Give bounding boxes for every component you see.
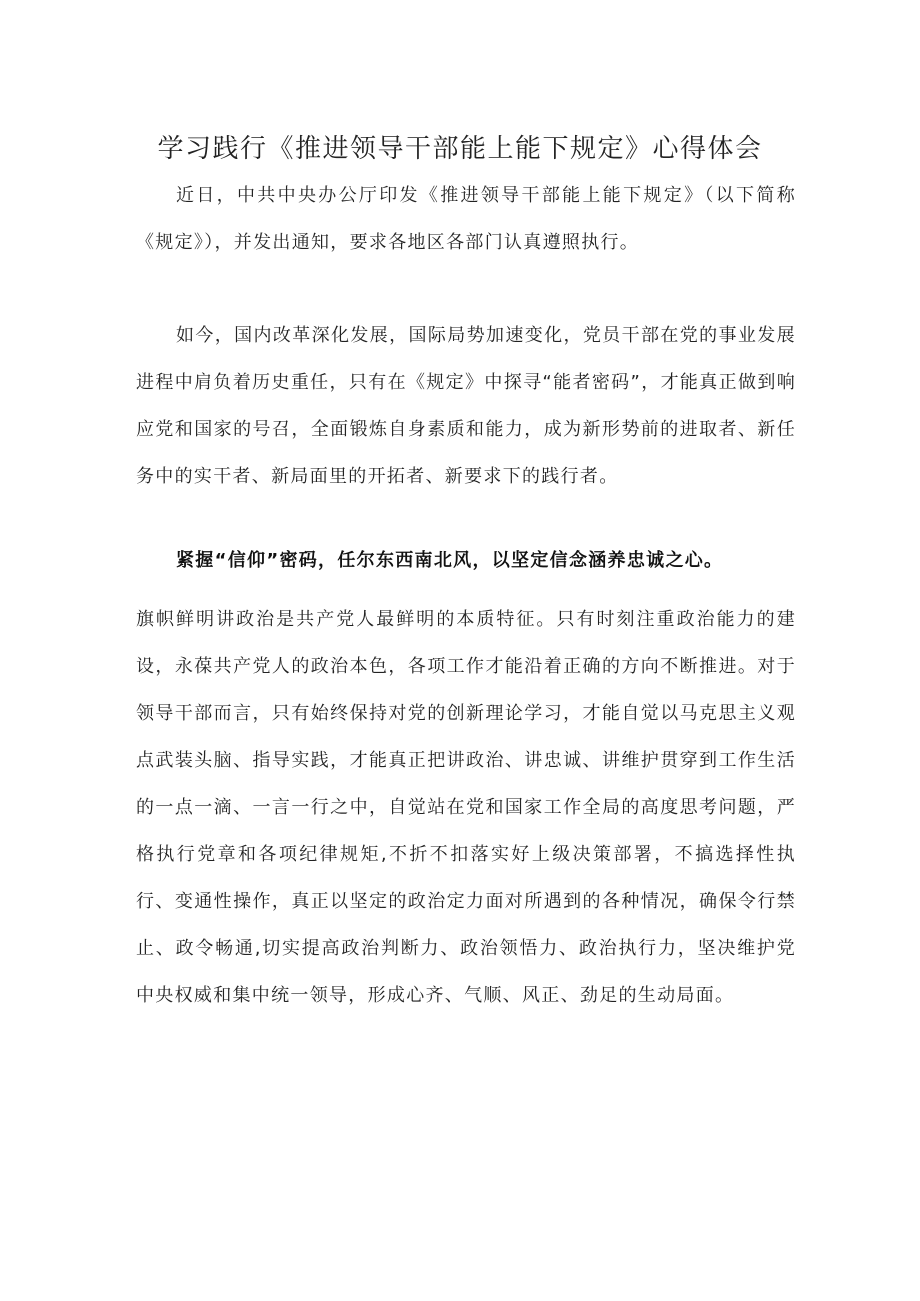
section-heading: 紧握“信仰”密码，任尔东西南北风，以坚定信念涵养忠诚之心。 — [176, 550, 724, 571]
paragraph-context: 如今，国内改革深化发展，国际局势加速变化，党员干部在党的事业发展进程中肩负着历史重任，只有在《规定》中探寻“能者密码”，才能真正做到响应党和国家的号召，全面锻炼自身素质和能力，成为新形势前的进取者、新任务中的实干者、新局面里的开拓者、新要求下的践行者。 — [136, 325, 796, 487]
paragraph-intro: 近日，中共中央办公厅印发《推进领导干部能上能下规定》（以下简称《规定》），并发出通知，要求各地区各部门认真遵照执行。 — [136, 185, 796, 253]
document-title: 学习践行《推进领导干部能上能下规定》心得体会 — [157, 134, 763, 164]
paragraph-section-body: 旗帜鲜明讲政治是共产党人最鲜明的本质特征。只有时刻注重政治能力的建设，永葆共产党人的政治本色，各项工作才能沿着正确的方向不断推进。对于领导干部而言，只有始终保持对党的创新理论学习，才能自觉以马克思主义观点武装头脑、指导实践，才能真正把讲政治、讲忠诚、讲维护贯穿到工作生活的一点一滴、一言一行之中，自觉站在党和国家工作全局的高度思考问题，严格执行党章和各项纪律规矩,不折不扣落实好上级决策部署，不搞选择性执行、变通性操作，真正以坚定的政治定力面对所遇到的各种情况，确保令行禁止、政令畅通,切实提高政治判断力、政治领悟力、政治执行力，坚决维护党中央权威和集中统一领导，形成心齐、气顺、风正、劲足的生动局面。 — [136, 609, 796, 1006]
